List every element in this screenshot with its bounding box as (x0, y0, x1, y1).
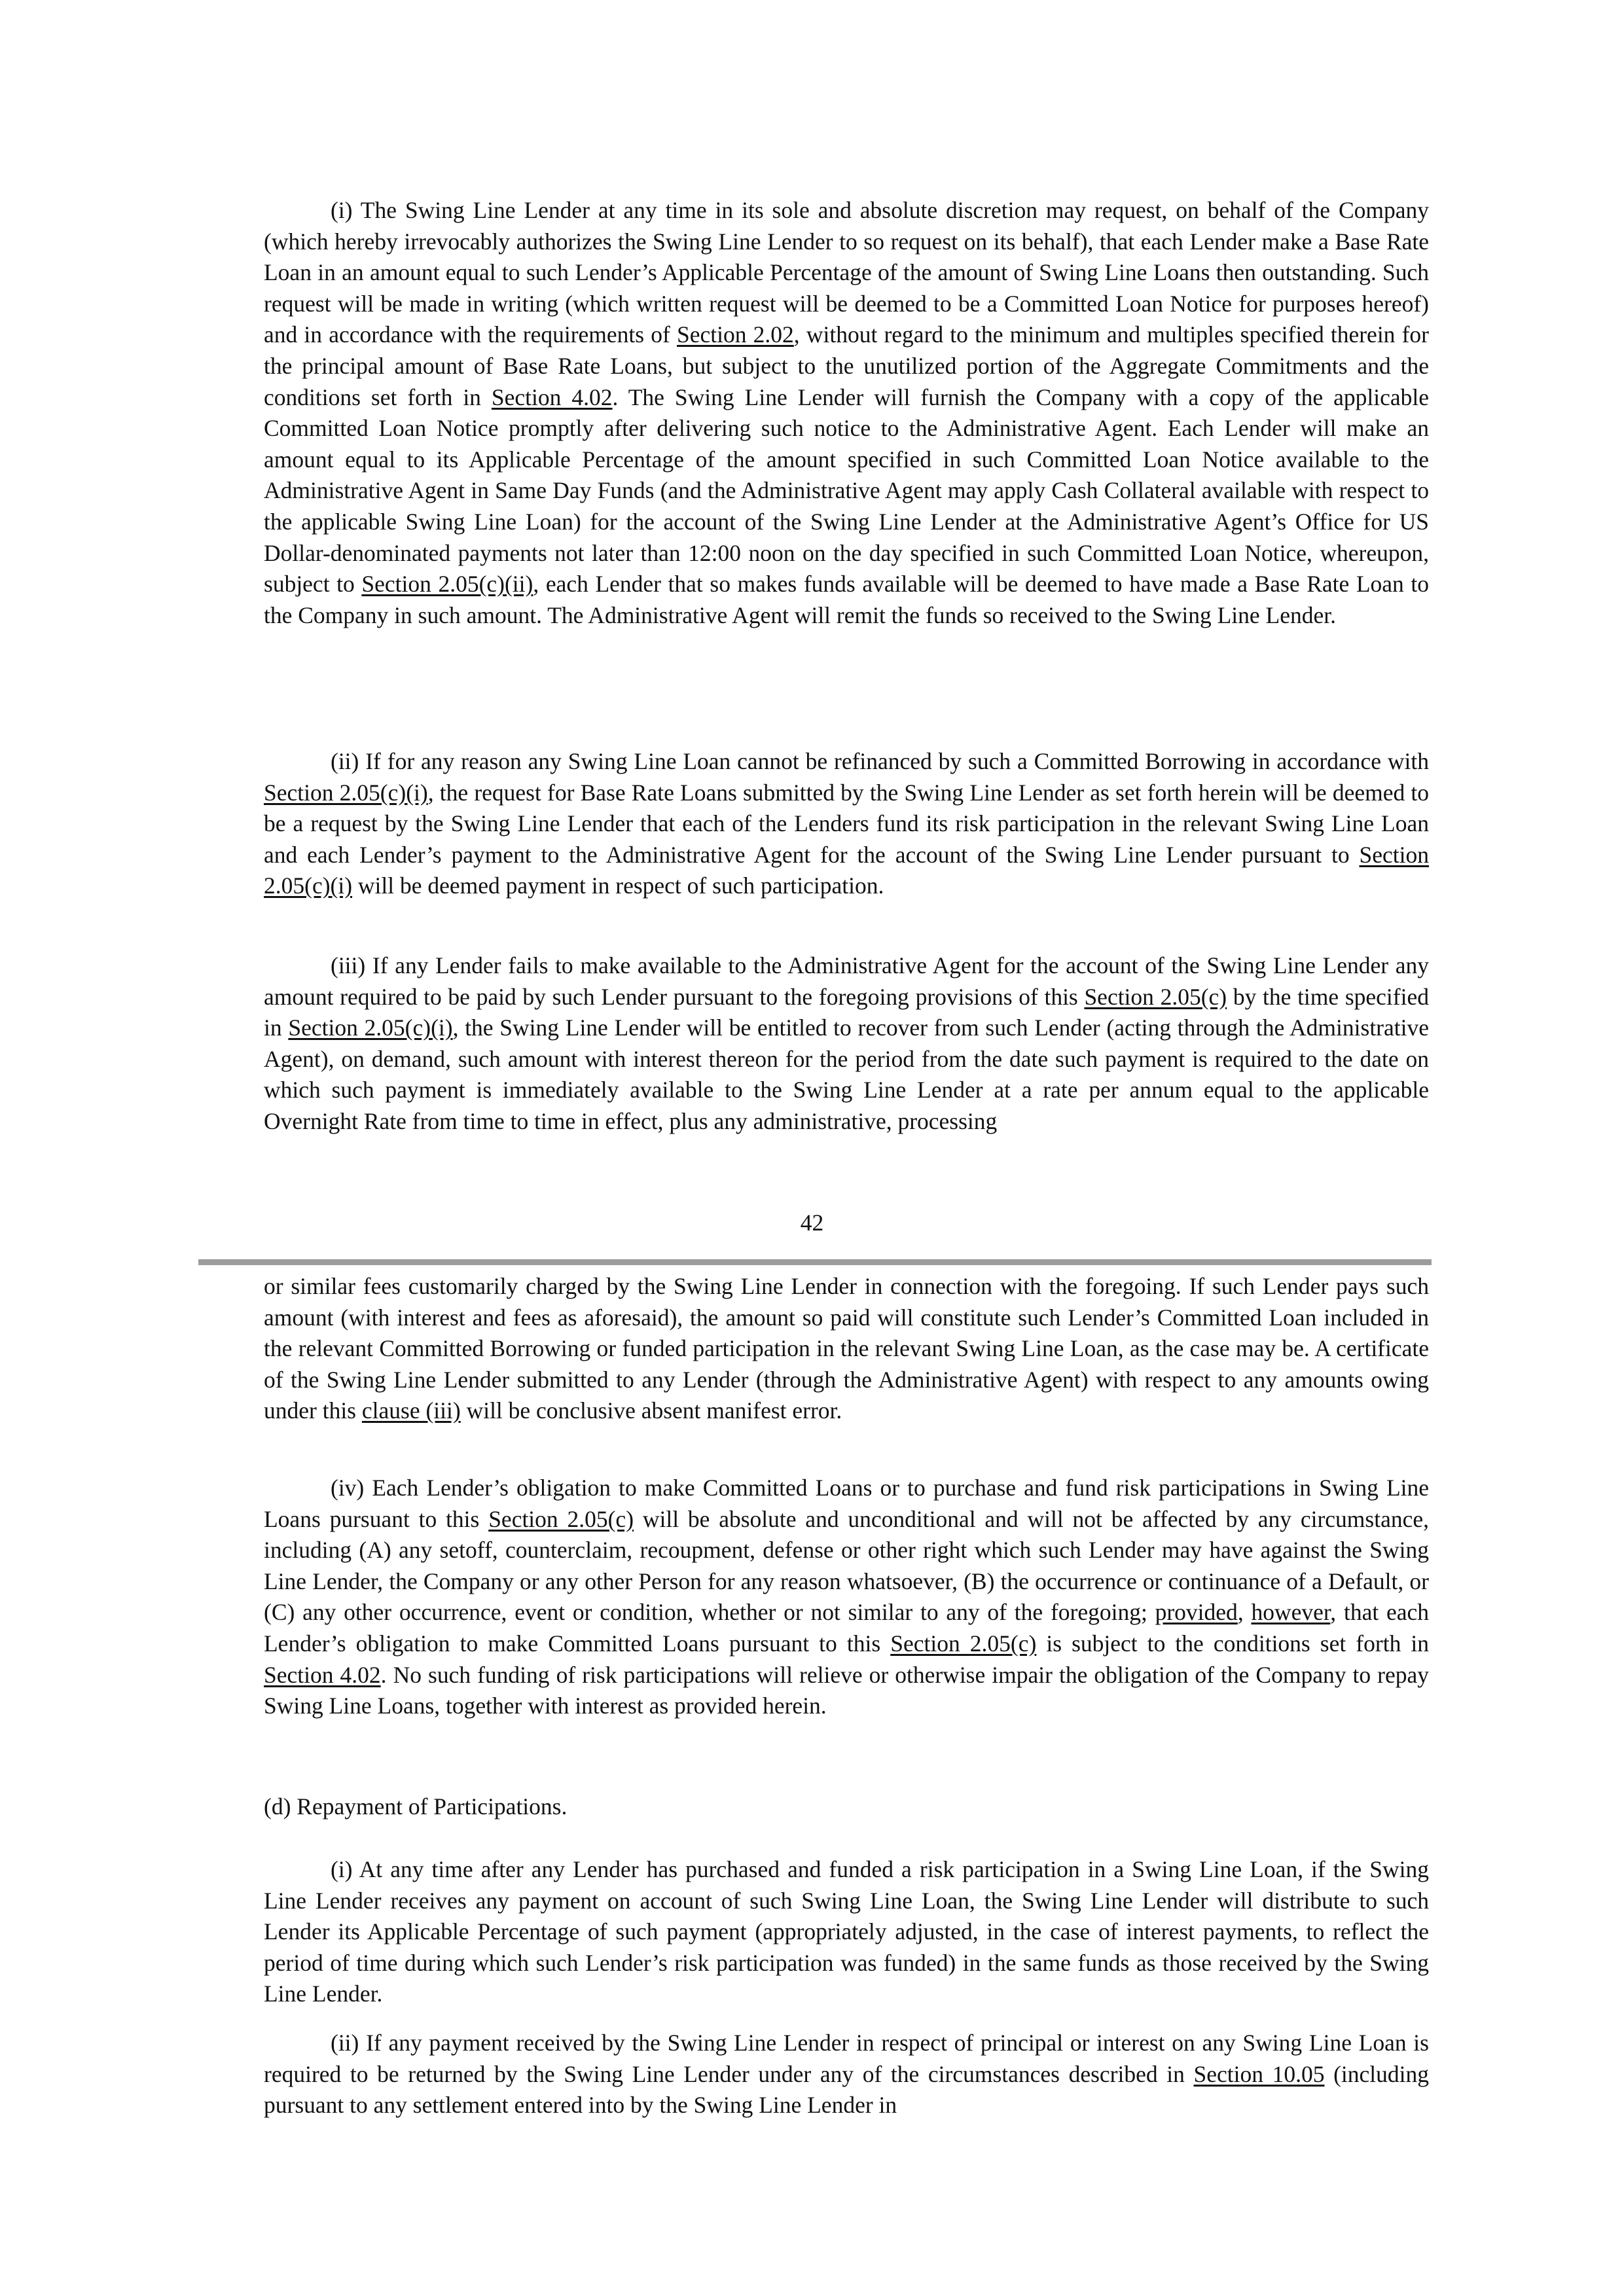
heading-text: (d) Repayment of Participations. (264, 1793, 568, 1820)
paragraph-text: (ii) If any payment received by the Swing Line Lender in respect of principal or interest on any Swing Line Loan is required to be returned by the Swing Line Lender under any of the circumstances described in Section 10.05 (including pursuant to any settlement entered into by the Swing Line Lender in (264, 2030, 1429, 2119)
section-reference: Section 4.02 (491, 384, 613, 410)
paragraph-text: (i) The Swing Line Lender at any time in its sole and absolute discretion may request, on behalf of the Company (which hereby irrevocably authorizes the Swing Line Lender to so request on its behalf), that each Lender make a Base Rate Loan in an amount equal to such Lender’s Applicable Percentage of the amount of Swing Line Loans then outstanding. Such request will be made in writing (which written request will be deemed to be a Committed Loan Notice for purposes hereof) and in accordance with the requirements of Section 2.02, without regard to the minimum and multiples specified therein for the principal amount of Base Rate Loans, but subject to the unutilized portion of the Aggregate Commitments and the conditions set forth in Section 4.02. The Swing Line Lender will furnish the Company with a copy of the applicable Committed Loan Notice promptly after delivering such notice to the Administrative Agent. Each Lender will make an amount equal to its Applicable Percentage of the amount specified in such Committed Loan Notice available to the Administrative Agent in Same Day Funds (and the Administrative Agent may apply Cash Collateral available with respect to the applicable Swing Line Loan) for the account of the Swing Line Lender at the Administrative Agent’s Office for US Dollar-denominated payments not later than 12:00 noon on the day specified in such Committed Loan Notice, whereupon, subject to Section 2.05(c)(ii), each Lender that so makes funds available will be deemed to have made a Base Rate Loan to the Company in such amount. The Administrative Agent will remit the funds so received to the Swing Line Lender. (264, 197, 1429, 628)
section-heading-repayment (264, 1791, 1429, 1823)
section-reference: Section 2.02 (677, 321, 794, 348)
section-reference: Section 2.05(c) (1084, 983, 1227, 1010)
paragraph-text: (iii) If any Lender fails to make available to the Administrative Agent for the account of the Swing Line Lender any amount required to be paid by such Lender pursuant to the foregoing provisions of this Section 2.05(c) by the time specified in Section 2.05(c)(i), the Swing Line Lender will be entitled to recover from such Lender (acting through the Administrative Agent), on demand, such amount with interest thereon for the period from the date such payment is required to the date on which such payment is immediately available to the Swing Line Lender at a rate per annum equal to the applicable Overnight Rate from time to time in effect, plus any administrative, processing (264, 952, 1429, 1134)
paragraph-swing-line-request (264, 195, 1429, 631)
section-reference: Section 2.05(c)(i) (264, 779, 428, 806)
paragraph-returned-payment (264, 2028, 1429, 2121)
section-reference: Section 2.05(c)(i) (264, 841, 1429, 899)
section-reference: Section 2.05(c)(i) (288, 1014, 453, 1041)
section-reference: Section 2.05(c)(ii) (361, 571, 533, 598)
paragraph-text: (ii) If for any reason any Swing Line Loan cannot be refinanced by such a Committed Borrowing in accordance with Section 2.05(c)(i), the request for Base Rate Loans submitted by the Swing Line Lender as set forth herein will be deemed to be a request by the Swing Line Lender that each of the Lenders fund its risk participation in the relevant Swing Line Loan and each Lender’s payment to the Administrative Agent for the account of the Swing Line Lender pursuant to Section 2.05(c)(i) will be deemed payment in respect of such participation. (264, 748, 1429, 899)
paragraph-refinance-failure (264, 746, 1429, 902)
section-reference: Section 2.05(c) (890, 1630, 1037, 1657)
proviso-term: provided (1155, 1599, 1238, 1626)
paragraph-text: (i) At any time after any Lender has purchased and funded a risk participation in a Swing Line Loan, if the Swing Line Lender receives any payment on account of such Swing Line Loan, the Swing Line Lender will distribute to such Lender its Applicable Percentage of such payment (appropriately adjusted, in the case of interest payments, to reflect the period of time during which such Lender’s risk participation was funded) in the same funds as those received by the Swing Line Lender. (264, 1856, 1429, 2007)
paragraph-continuation (264, 1271, 1429, 1427)
section-reference: Section 2.05(c) (488, 1505, 634, 1532)
paragraph-lender-fails (264, 950, 1429, 1138)
page-break-divider (198, 1259, 1432, 1265)
section-reference: Section 4.02 (264, 1661, 381, 1688)
paragraph-distribution (264, 1854, 1429, 2010)
proviso-term: however (1251, 1599, 1331, 1626)
paragraph-text: (iv) Each Lender’s obligation to make Committed Loans or to purchase and fund risk participations in Swing Line Loans pursuant to this Section 2.05(c) will be absolute and unconditional and will not be affected by any circumstance, including (A) any setoff, counterclaim, recoupment, defense or other right which such Lender may have against the Swing Line Lender, the Company or any other Person for any reason whatsoever, (B) the occurrence or continuance of a Default, or (C) any other occurrence, event or condition, whether or not similar to any of the foregoing; provided, however, that each Lender’s obligation to make Committed Loans pursuant to this Section 2.05(c) is subject to the conditions set forth in Section 4.02. No such funding of risk participations will relieve or otherwise impair the obligation of the Company to repay Swing Line Loans, together with interest as provided herein. (264, 1475, 1430, 1719)
paragraph-text: or similar fees customarily charged by the Swing Line Lender in connection with the foregoing. If such Lender pays such amount (with interest and fees as aforesaid), the amount so paid will constitute such Lender’s Committed Loan included in the relevant Committed Borrowing or funded participation in the relevant Swing Line Loan, as the case may be. A certificate of the Swing Line Lender submitted to any Lender (through the Administrative Agent) with respect to any amounts owing under this clause (iii) will be conclusive absent manifest error. (264, 1273, 1429, 1424)
paragraph-lender-obligation (264, 1473, 1429, 1722)
page-number: 42 (800, 1210, 824, 1236)
clause-reference: clause (iii) (361, 1397, 461, 1424)
section-reference: Section 10.05 (1193, 2060, 1325, 2087)
